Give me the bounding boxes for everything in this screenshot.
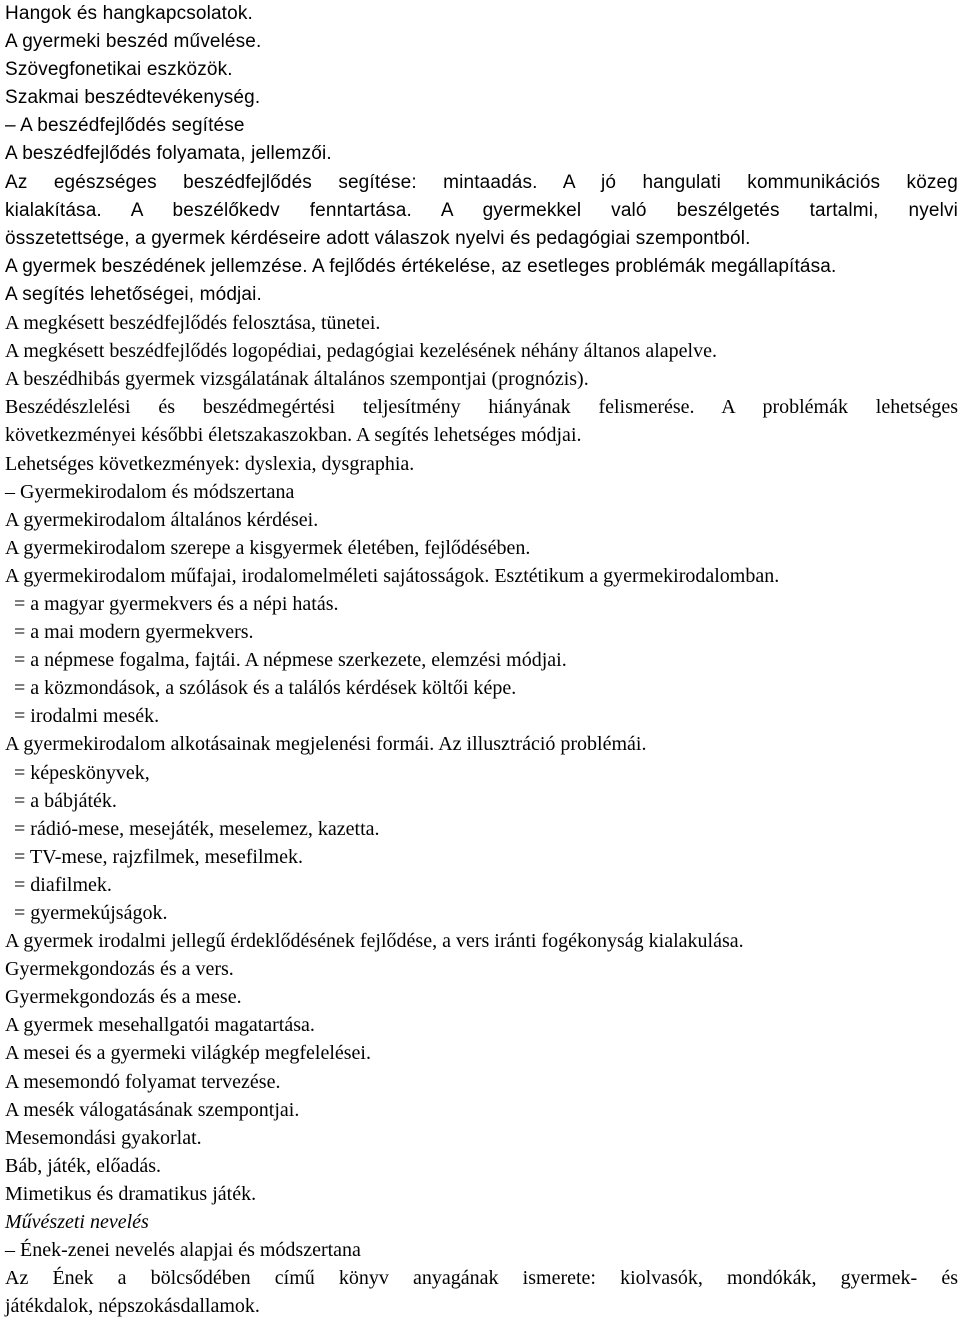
- text-line: Szakmai beszédtevékenység.: [5, 87, 261, 109]
- text-line: = irodalmi mesék.: [14, 705, 160, 728]
- text-line: Beszédészlelési és beszédmegértési teljesítmény hiányának felismerése. A problémák lehetséges: [5, 396, 958, 419]
- text-line: = a népmese fogalma, fajtái. A népmese szerkezete, elemzési módjai.: [14, 649, 567, 672]
- text-line: = a mai modern gyermekvers.: [14, 621, 254, 644]
- text-line: A mesei és a gyermeki világkép megfelelései.: [5, 1042, 371, 1065]
- text-line: A gyermek mesehallgatói magatartása.: [5, 1014, 315, 1037]
- text-line: Báb, játék, előadás.: [5, 1154, 162, 1177]
- text-line: = a magyar gyermekvers és a népi hatás.: [14, 592, 339, 615]
- text-line: összetettsége, a gyermek kérdéseire adott válaszok nyelvi és pedagógiai szempontból.: [5, 227, 751, 249]
- text-line: A segítés lehetőségei, módjai.: [5, 283, 262, 305]
- text-line: Hangok és hangkapcsolatok.: [5, 3, 253, 24]
- text-line: = a közmondások, a szólások és a találós kérdések költői képe.: [14, 677, 517, 700]
- text-line: A mesék válogatásának szempontjai.: [5, 1098, 300, 1121]
- text-line: játékdalok, népszokásdallamok.: [5, 1295, 260, 1318]
- text-line: = gyermekújságok.: [14, 902, 168, 924]
- text-line: A gyermek irodalmi jellegű érdeklődésének fejlődése, a vers iránti fogékonyság kialakulása.: [5, 930, 744, 953]
- text-line: Gyermekgondozás és a mese.: [5, 986, 242, 1009]
- text-line: Lehetséges következmények: dyslexia, dysgraphia.: [5, 452, 415, 475]
- text-line: Szövegfonetikai eszközök.: [5, 59, 233, 81]
- text-line: – Gyermekirodalom és módszertana: [5, 480, 295, 503]
- text-line: = diafilmek.: [14, 873, 112, 896]
- text-line: A beszédfejlődés folyamata, jellemzői.: [5, 143, 332, 165]
- document-body: [5, 0, 958, 1320]
- text-line: A megkésett beszédfejlődés felosztása, tünetei.: [5, 312, 381, 335]
- text-line: A mesemondó folyamat tervezése.: [5, 1070, 281, 1093]
- text-line: következményei későbbi életszakaszokban. A segítés lehetséges módjai.: [5, 424, 582, 447]
- text-line: A gyermekirodalom alkotásainak megjelenési formái. Az illusztráció problémái.: [5, 733, 647, 756]
- text-line: = rádió-mese, mesejáték, meselemez, kazetta.: [14, 817, 380, 840]
- section-heading: Művészeti nevelés: [5, 1211, 149, 1234]
- text-line: = képeskönyvek,: [14, 761, 150, 784]
- text-line: Gyermekgondozás és a vers.: [5, 958, 234, 981]
- text-line: A gyermekirodalom általános kérdései.: [5, 508, 319, 531]
- text-line: A gyermekirodalom szerepe a kisgyermek életében, fejlődésében.: [5, 536, 531, 559]
- text-line: A beszédhibás gyermek vizsgálatának általános szempontjai (prognózis).: [5, 368, 589, 391]
- text-line: Mimetikus és dramatikus játék.: [5, 1182, 257, 1205]
- text-line: – A beszédfejlődés segítése: [5, 115, 245, 137]
- text-line: Az egészséges beszédfejlődés segítése: mintaadás. A jó hangulati kommunikációs közeg: [5, 171, 958, 193]
- text-line: Mesemondási gyakorlat.: [5, 1126, 202, 1149]
- text-line: – Ének-zenei nevelés alapjai és módszertana: [5, 1239, 361, 1262]
- text-line: Az Ének a bölcsődében című könyv anyagának ismerete: kiolvasók, mondókák, gyermek- és: [5, 1267, 958, 1290]
- text-line: kialakítása. A beszélőkedv fenntartása. A gyermekkel való beszélgetés tartalmi, nyelvi: [5, 199, 958, 221]
- text-line: A gyermek beszédének jellemzése. A fejlődés értékelése, az esetleges problémák megállapítása.: [5, 255, 837, 277]
- text-line: = a bábjáték.: [14, 789, 117, 812]
- text-line: = TV-mese, rajzfilmek, mesefilmek.: [14, 845, 303, 868]
- text-line: A megkésett beszédfejlődés logopédiai, pedagógiai kezelésének néhány áltanos alapelve.: [5, 340, 717, 363]
- text-line: A gyermekirodalom műfajai, irodalomelméleti sajátosságok. Esztétikum a gyermekirodalomban.: [5, 564, 780, 587]
- text-line: A gyermeki beszéd művelése.: [5, 31, 262, 53]
